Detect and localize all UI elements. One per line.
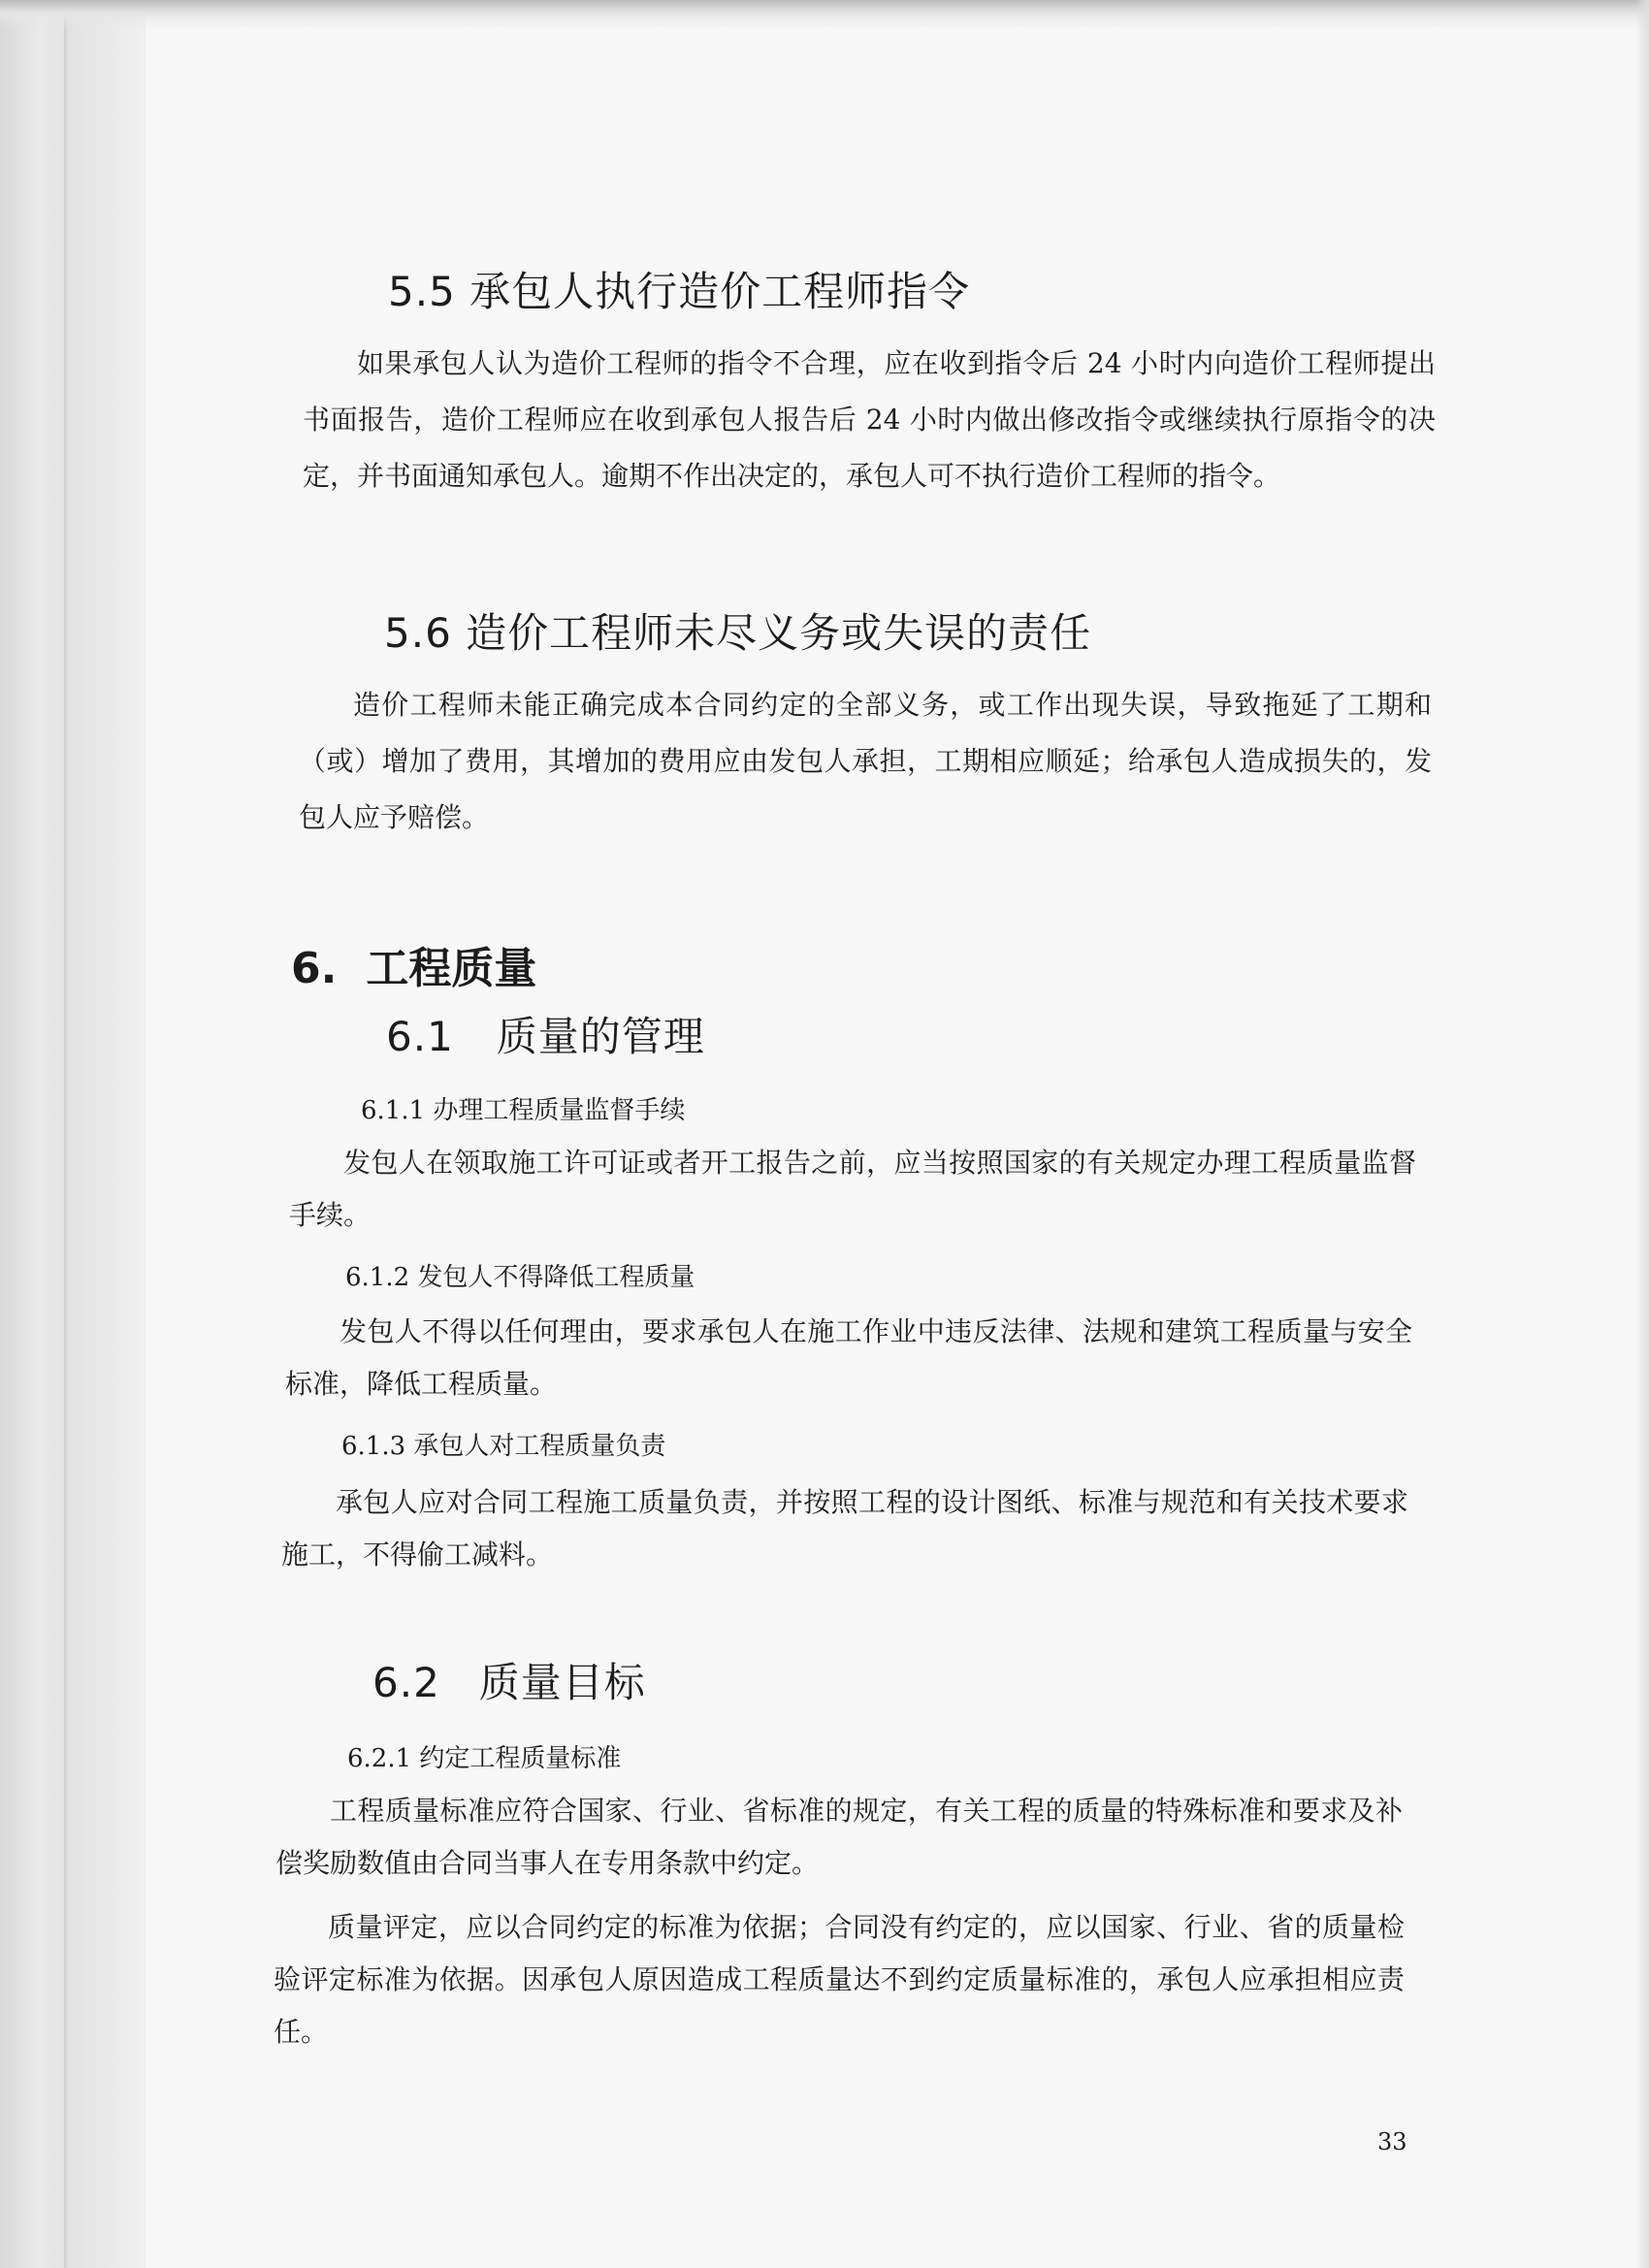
section-6-1-title: 质量的管理 [496,1013,705,1060]
section-6-2-number: 6.2 [372,1659,440,1706]
section-6-2-title: 质量目标 [478,1659,646,1706]
page-number: 33 [1377,2128,1407,2155]
section-5-5-title: 5.5 承包人执行造价工程师指令 [388,268,971,315]
section-6-heading [291,933,536,995]
section-6-title: 工程质量 [366,944,537,993]
section-6-1-heading [386,1005,705,1063]
subsection-6-1-3-heading: 6.1.3 承包人对工程质量负责 [341,1432,666,1461]
section-5-6-title: 5.6 造价工程师未尽义务或失误的责任 [384,609,1092,657]
subsection-6-1-2-heading: 6.1.2 发包人不得降低工程质量 [345,1263,695,1292]
subsection-6-2-1-paragraph-1: 工程质量标准应符合国家、行业、省标准的规定，有关工程的质量的特殊标准和要求及补偿奖励数值由合同当事人在专用条款中约定。 [275,1795,1403,1879]
section-6-2-heading [372,1651,646,1709]
subsection-6-1-1-heading: 6.1.1 办理工程质量监督手续 [361,1096,686,1125]
section-6-number: 6. [291,944,338,993]
subsection-6-2-1-heading: 6.2.1 约定工程质量标准 [347,1744,622,1773]
subsection-6-1-3-paragraph: 承包人应对合同工程施工质量负责，并按照工程的设计图纸、标准与规范和有关技术要求施工，不得偷工减料。 [281,1486,1408,1571]
section-6-1-number: 6.1 [386,1013,454,1060]
subsection-6-2-1-paragraph-2: 质量评定，应以合同约定的标准为依据；合同没有约定的，应以国家、行业、省的质量检验评定标准为依据。因承包人原因造成工程质量达不到约定质量标准的，承包人应承担相应责任。 [274,1911,1405,2048]
section-5-6-paragraph: 造价工程师未能正确完成本合同约定的全部义务，或工作出现失误，导致拖延了工期和（或）增加了费用，其增加的费用应由发包人承担，工期相应顺延；给承包人造成损失的，发包人应予赔偿。 [299,689,1432,833]
subsection-6-1-1-paragraph: 发包人在领取施工许可证或者开工报告之前，应当按照国家的有关规定办理工程质量监督手续。 [289,1147,1416,1231]
section-5-5-paragraph: 如果承包人认为造价工程师的指令不合理，应在收到指令后 24 小时内向造价工程师提出书面报告，造价工程师应在收到承包人报告后 24 小时内做出修改指令或继续执行原指令的决定，并书面通知承包人。逾期不作出决定的，承包人可不执行造价工程师的指令。 [303,347,1436,492]
subsection-6-1-2-paragraph: 发包人不得以任何理由，要求承包人在施工作业中违反法律、法规和建筑工程质量与安全标准，降低工程质量。 [285,1315,1412,1400]
